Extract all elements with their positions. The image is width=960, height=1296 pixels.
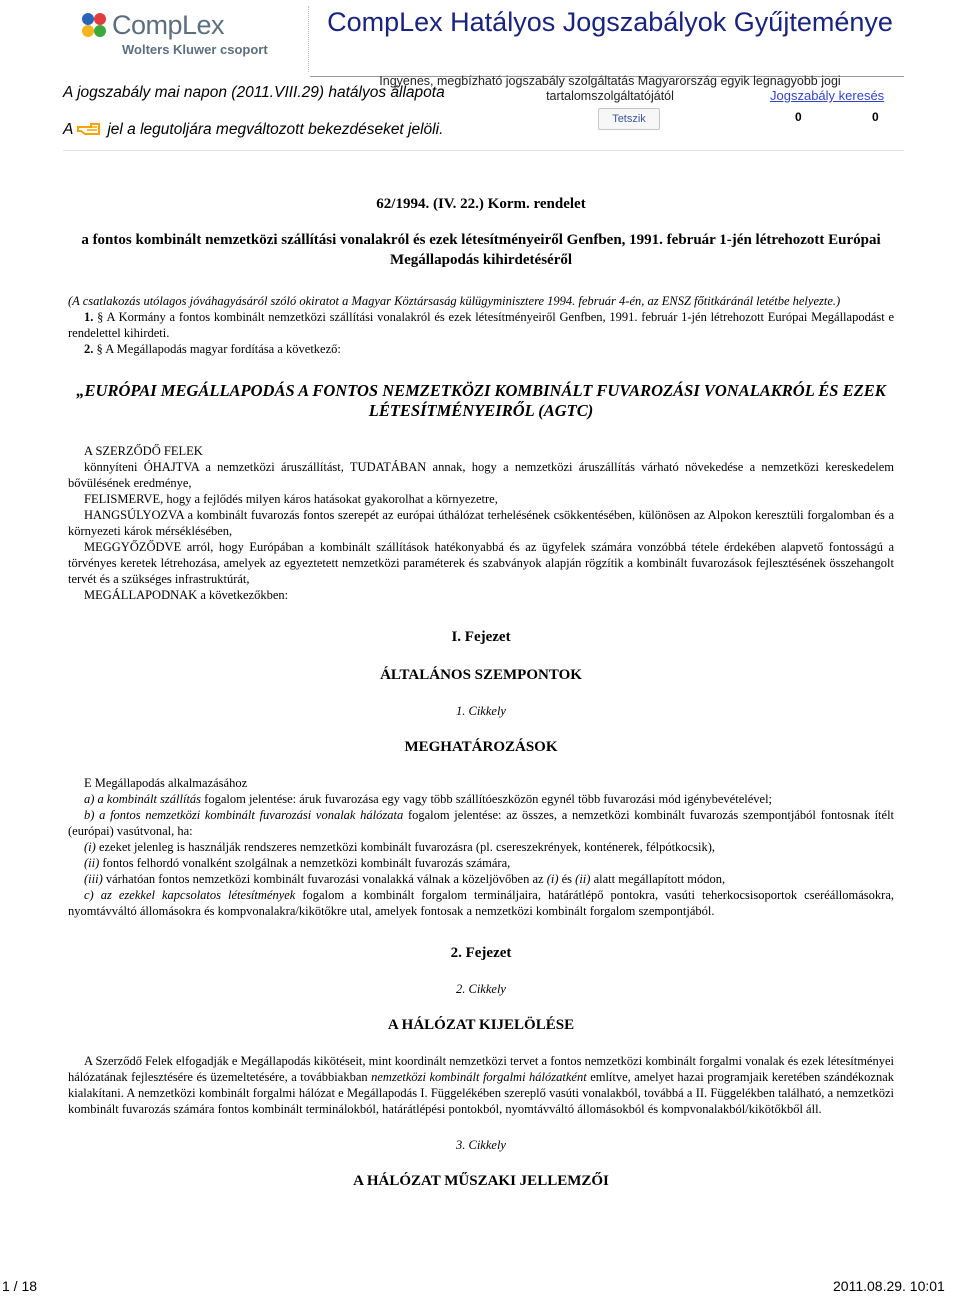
preamble-parties: A SZERZŐDŐ FELEK <box>84 444 203 458</box>
pointing-hand-icon <box>77 121 101 142</box>
section-2-text: A Megállapodás magyar fordítása a következő: <box>105 342 341 356</box>
article-1-heading: 1. Cikkely <box>456 704 506 718</box>
definition-b-ii: (ii) fontos felhordó vonalként szolgálnak a nemzetközi kombinált fuvarozás számára, <box>84 856 511 870</box>
chapter-1-title: ÁLTALÁNOS SZEMPONTOK <box>380 667 582 683</box>
definition-b-i: (i) ezeket jelenleg is használják rendszeres nemzetközi kombinált fuvarozásra (pl. csereszekrények, konténerek, félpótkocsik), <box>84 840 715 854</box>
preamble-emphasizing: HANGSÚLYOZVA a kombinált fuvarozás fontos szerepét az európai úthálózat terhelésének csökkentésében, különösen az Alpokon keresztüli forgalomban és a környezeti károk mérséklésében, <box>68 508 894 538</box>
page-number: 1 / 18 <box>2 1278 38 1294</box>
section-1-number: 1. <box>84 310 94 324</box>
marker-prefix: A <box>63 121 74 138</box>
article-3-title: A HÁLÓZAT MŰSZAKI JELLEMZŐI <box>353 1173 609 1189</box>
logo-name: CompLex <box>112 10 225 40</box>
law-search-link[interactable]: Jogszabály keresés <box>770 88 885 103</box>
like-button[interactable]: Tetszik <box>598 108 660 130</box>
state-line: A jogszabály mai napon (2011.VIII.29) hatályos állapota <box>63 84 445 101</box>
section-sign-icon: § <box>97 310 104 324</box>
section-2-number: 2. <box>84 342 94 356</box>
site-tagline: Ingyenes, megbízható jogszabály szolgáltatás Magyarország egyik legnagyobb jogi tartalomszolgáltatójától <box>379 74 841 103</box>
site-title: CompLex Hatályos Jogszabályok Gyűjteménye <box>327 7 893 37</box>
preamble-agree: MEGÁLLAPODNAK a következőkben: <box>84 588 289 602</box>
print-date: 2011.08.29. 10:01 <box>833 1278 945 1294</box>
article-3-heading: 3. Cikkely <box>456 1138 506 1152</box>
law-document <box>68 196 894 1189</box>
chapter-2-heading: 2. Fejezet <box>450 945 512 961</box>
document-note: (A csatlakozás utólagos jóváhagyásáról szóló okiratot a Magyar Köztársaság külügyminisztere 1994. február 4-én, az ENSZ főtitkáránál letétbe helyezte.) <box>68 294 841 308</box>
definitions-intro: E Megállapodás alkalmazásához <box>84 776 248 790</box>
marker-suffix: jel a legutoljára megváltozott bekezdéseket jelöli. <box>107 121 444 138</box>
change-marker-legend <box>63 121 443 142</box>
article-2-heading: 2. Cikkely <box>456 982 506 996</box>
complex-logo[interactable] <box>80 8 266 60</box>
agreement-title: „EURÓPAI MEGÁLLAPODÁS A FONTOS NEMZETKÖZI KOMBINÁLT FUVAROZÁSI VONALAKRÓL ÉS EZEK LÉTESÍTMÉNYEIRŐL (AGTC) <box>76 381 886 420</box>
logo-subtitle: Wolters Kluwer csoport <box>122 42 268 57</box>
globe-logo-icon <box>80 10 110 40</box>
section-1 <box>68 309 894 341</box>
like-count: 0 <box>795 110 802 124</box>
preamble-convinced: MEGGYŐZŐDVE arról, hogy Európában a kombinált szállítások hatékonyabbá és az ügyfelek számára vonzóbbá tétele érdekében alapvető fontosságú a törvényes keretek létrehozása, amelyek az egyeztetett nemzetközi paraméterek és szabványok alapján rögzítik a kombinált fuvarozások fejlesztésének összehangolt tervét és a szükséges infrastruktúrát, <box>68 540 894 586</box>
definition-a: a) a kombinált szállítás fogalom jelentése: áruk fuvarozása egy vagy több szállítóeszközön egynél több fuvarozási mód igénybevételével; <box>84 792 773 806</box>
section-2 <box>68 341 894 357</box>
article-2-title: A HÁLÓZAT KIJELÖLÉSE <box>387 1017 575 1033</box>
chapter-1-heading: I. Fejezet <box>451 629 511 645</box>
preamble-recognizing: FELISMERVE, hogy a fejlődés milyen káros hatásokat gyakorolhat a környezetre, <box>84 492 498 506</box>
header-bottom-rule <box>63 150 904 151</box>
article-2-paragraph: A Szerződő Felek elfogadják e Megállapodás kikötéseit, mint koordinált nemzetközi tervet a fontos nemzetközi kombinált forgalmi vonalak és ezek létesítményei hálózatának fejlesztésére és üzemeltetésére, a továbbiakban nemzetközi kombinált forgalmi hálózatként említve, amelyet hazai programjaik keretében szándékoznak kialakítani. A nemzetközi kombinált forgalmi hálózat e Megállapodás I. Függelékében szereplő vasúti vonalakból, továbbá a II. Függelékben található, a nemzetközi kombinált fuvarozás számára fontos kombinált terminálokból, határátlépési pontokból, nyomtávváltó állomásokból és kompvonalakból/kikötőkből áll. <box>68 1054 894 1116</box>
definition-b-iii: (iii) várhatóan fontos nemzetközi kombinált fuvarozási vonalakká válnak a közeljövőben az (i) és (ii) alatt megállapított módon, <box>84 872 726 886</box>
section-1-text: A Kormány a fontos kombinált nemzetközi szállítási vonalakról és ezek létesítményeiről Genfben, 1991. február 1-jén létrehozott Európai Megállapodást e rendelettel kihirdeti. <box>68 310 895 340</box>
definition-b: b) a fontos nemzetközi kombinált fuvarozási vonalak hálózata fogalom jelentése: az összes, a nemzetközi kombinált fuvarozás szempontjából fontosnak ítélt (európai) vasútvonal, ha: <box>68 808 895 838</box>
share-count: 0 <box>872 110 879 124</box>
section-sign-icon: § <box>96 342 103 356</box>
preamble-desiring: könnyíteni ÓHAJTVA a nemzetközi áruszállítást, TUDATÁBAN annak, hogy a nemzetközi áruszállítás várható növekedése a nemzetközi kereskedelem bővülésének eredménye, <box>68 460 894 490</box>
article-1-title: MEGHATÁROZÁSOK <box>404 739 558 755</box>
definition-c: c) az ezekkel kapcsolatos létesítmények fogalom a kombinált forgalom termináljaira, határátlépő pontokra, vasúti teherkocsisoportok cseréállomásokra, nyomtávváltó állomásokra és kompvonalakra/kikötőkre utal, amelyek fontosak a nemzetközi kombinált forgalom szempontjából. <box>68 888 895 918</box>
document-subject: a fontos kombinált nemzetközi szállítási vonalakról és ezek létesítményeiről Genfben, 1991. február 1-jén létrehozott Európai Megállapodás kihirdetéséről <box>81 232 881 268</box>
document-number: 62/1994. (IV. 22.) Korm. rendelet <box>376 196 586 212</box>
